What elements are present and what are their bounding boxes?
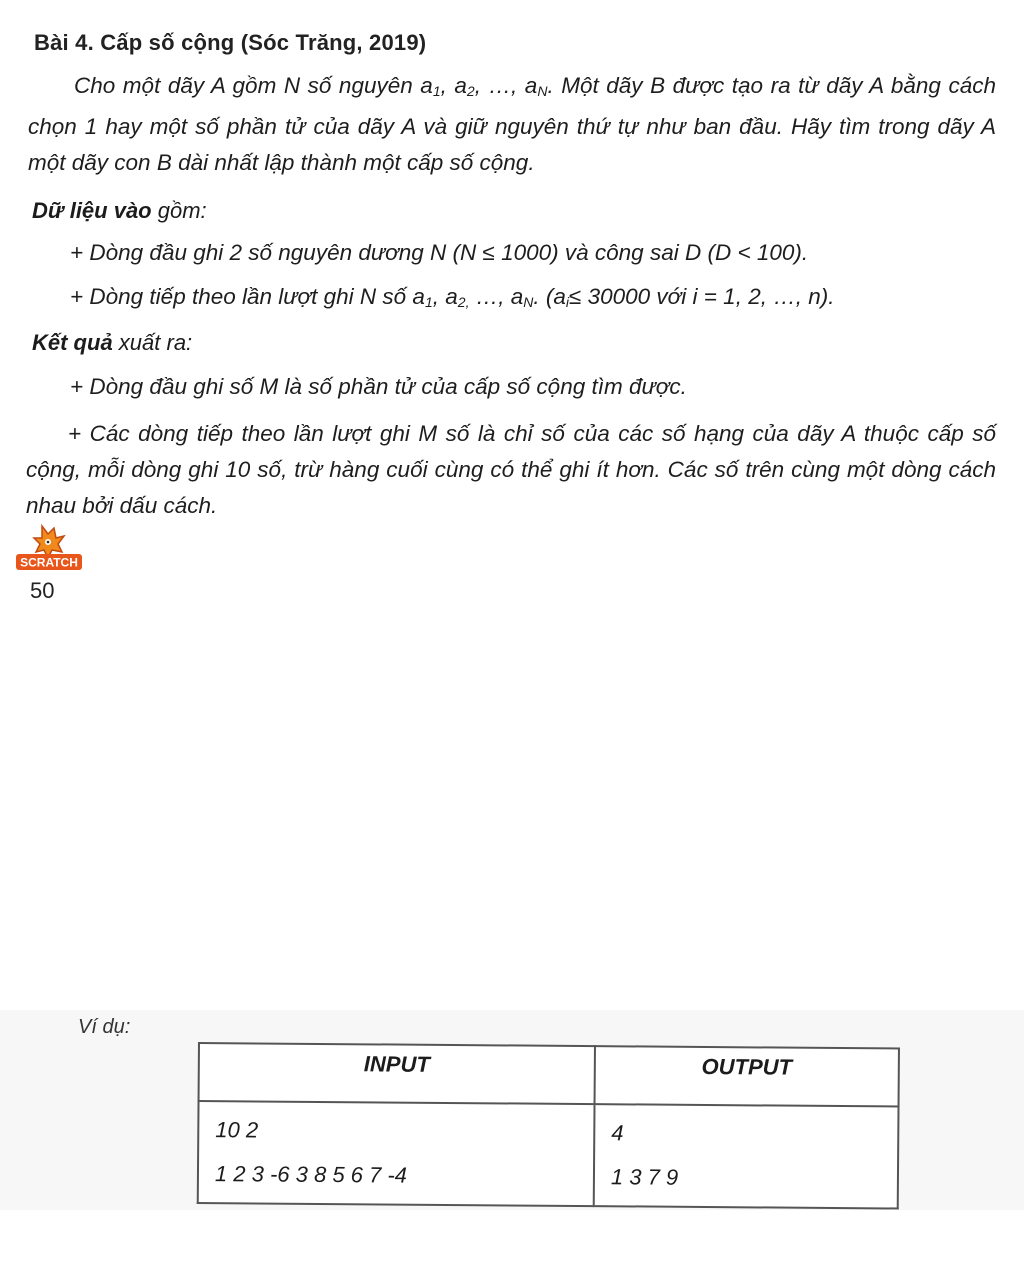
output-line-1: + Dòng đầu ghi số M là số phần tử của cấp số cộng tìm được.	[70, 374, 687, 399]
input-line-1: + Dòng đầu ghi 2 số nguyên dương N (N ≤ 1000) và công sai D (D < 100).	[70, 240, 809, 265]
output-line-b: 1 3 7 9	[610, 1164, 679, 1190]
scratch-cat-logo	[14, 520, 84, 574]
input-heading: Dữ liệu vào gồm:	[32, 198, 207, 223]
input-line-b: 1 2 3 -6 3 8 5 6 7 -4	[214, 1161, 408, 1188]
input-line-2: + Dòng tiếp theo lần lượt ghi N số $a_1$, $a_{2,}$ …, $a_N$. ($a_i\le 30000$ với i = 1, 2, …, n).	[70, 284, 835, 310]
example-label: Ví dụ:	[78, 1016, 131, 1038]
output-cell	[594, 1104, 899, 1208]
input-header: INPUT	[199, 1043, 595, 1104]
scratch-cat-icon	[34, 526, 64, 558]
problem-title: Bài 4. Cấp số cộng (Sóc Trăng, 2019)	[34, 30, 427, 55]
problem-intro: Cho một dãy A gồm N số nguyên $a_1$, $a_2$, …, $a_N$. Một dãy B được tạo ra từ dãy A bằng cách chọn 1 hay một số phần tử của dãy A và giữ nguyên thứ tự như ban đầu. Hãy tìm trong dãy A một dãy con B dài nhất lập thành một cấp số cộng.	[28, 73, 996, 175]
input-line-a: 10 2	[215, 1117, 259, 1143]
output-line-2: + Các dòng tiếp theo lần lượt ghi M số là chỉ số của các số hạng của dãy A thuộc cấp số cộng, mỗi dòng ghi 10 số, trừ hàng cuối cùng có thể ghi ít hơn. Các số trên cùng một dòng cách nhau bởi dấu cách.	[26, 421, 996, 518]
example-data-row	[198, 1101, 899, 1208]
example-header-row	[199, 1043, 899, 1106]
output-heading: Kết quả xuất ra:	[32, 330, 193, 355]
output-header: OUTPUT	[595, 1046, 899, 1106]
input-cell	[198, 1101, 595, 1206]
svg-text:SCRATCH: SCRATCH	[20, 555, 78, 570]
output-line-a: 4	[611, 1120, 624, 1146]
example-table	[197, 1042, 900, 1210]
page-number: 50	[30, 578, 55, 603]
